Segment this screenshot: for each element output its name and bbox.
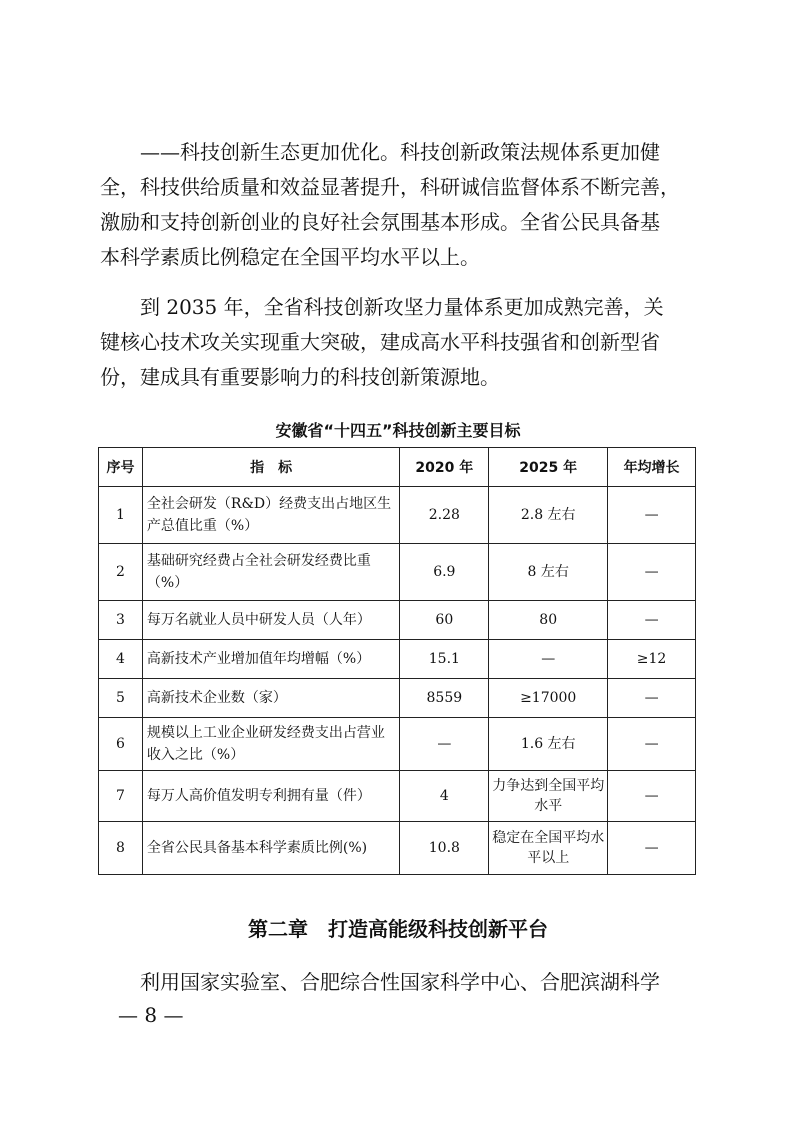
- header-annual-growth: 年均增长: [608, 448, 696, 487]
- cell-no: 2: [99, 544, 143, 601]
- text-line: 到 2035 年，全省科技创新攻坚力量体系更加成熟完善，关: [100, 295, 664, 319]
- cell-indicator: 全社会研发（R&D）经费支出占地区生产总值比重（%）: [142, 487, 399, 544]
- text-line: 份，建成具有重要影响力的科技创新策源地。: [100, 365, 500, 389]
- cell-indicator: 基础研究经费占全社会研发经费比重（%）: [142, 544, 399, 601]
- text-line: 全，科技供给质量和效益显著提升，科研诚信监督体系不断完善，: [100, 175, 680, 199]
- text-line: 激励和支持创新创业的良好社会氛围基本形成。全省公民具备基: [100, 210, 660, 234]
- cell-no: 8: [99, 822, 143, 875]
- cell-2025: 2.8 左右: [489, 487, 608, 544]
- cell-2025: 1.6 左右: [489, 718, 608, 771]
- cell-no: 5: [99, 679, 143, 718]
- table-row: [99, 771, 696, 822]
- cell-2025: 稳定在全国平均水平以上: [489, 822, 608, 875]
- cell-no: 4: [99, 640, 143, 679]
- chapter-title: 第二章 打造高能级科技创新平台: [248, 917, 548, 941]
- paragraph-2035-goal: [100, 290, 696, 395]
- header-indicator: 指 标: [142, 448, 399, 487]
- cell-2025: 力争达到全国平均水平: [489, 771, 608, 822]
- text-line: ——科技创新生态更加优化。科技创新政策法规体系更加健: [100, 140, 660, 164]
- cell-2025: —: [489, 640, 608, 679]
- cell-indicator: 每万人高价值发明专利拥有量（件）: [142, 771, 399, 822]
- header-no: 序号: [99, 448, 143, 487]
- cell-2020: 6.9: [400, 544, 489, 601]
- cell-no: 6: [99, 718, 143, 771]
- cell-2020: 10.8: [400, 822, 489, 875]
- table-caption: 安徽省“十四五”科技创新主要目标: [275, 421, 521, 440]
- table-row: [99, 544, 696, 601]
- cell-no: 7: [99, 771, 143, 822]
- table-row: [99, 679, 696, 718]
- cell-annual-growth: —: [608, 487, 696, 544]
- table-row: [99, 487, 696, 544]
- header-2025: 2025 年: [489, 448, 608, 487]
- cell-annual-growth: ≥12: [608, 640, 696, 679]
- cell-2020: —: [400, 718, 489, 771]
- cell-indicator: 高新技术企业数（家）: [142, 679, 399, 718]
- cell-2020: 60: [400, 601, 489, 640]
- cell-2025: 8 左右: [489, 544, 608, 601]
- cell-indicator: 全省公民具备基本科学素质比例(%): [142, 822, 399, 875]
- text-line: 本科学素质比例稳定在全国平均水平以上。: [100, 245, 480, 269]
- table-header-row: [99, 448, 696, 487]
- cell-2020: 2.28: [400, 487, 489, 544]
- cell-indicator: 高新技术产业增加值年均增幅（%）: [142, 640, 399, 679]
- paragraph-platforms: [100, 965, 696, 1000]
- table-row: [99, 718, 696, 771]
- cell-annual-growth: —: [608, 718, 696, 771]
- cell-annual-growth: —: [608, 544, 696, 601]
- table-row: [99, 822, 696, 875]
- cell-2020: 15.1: [400, 640, 489, 679]
- cell-annual-growth: —: [608, 822, 696, 875]
- cell-2020: 4: [400, 771, 489, 822]
- cell-annual-growth: —: [608, 771, 696, 822]
- cell-indicator: 规模以上工业企业研发经费支出占营业收入之比（%）: [142, 718, 399, 771]
- page-number: — 8 —: [118, 1003, 184, 1027]
- paragraph-ecosystem: [100, 135, 696, 275]
- header-2020: 2020 年: [400, 448, 489, 487]
- cell-2025: ≥17000: [489, 679, 608, 718]
- cell-annual-growth: —: [608, 601, 696, 640]
- cell-2020: 8559: [400, 679, 489, 718]
- cell-no: 1: [99, 487, 143, 544]
- table-row: [99, 601, 696, 640]
- table-row: [99, 640, 696, 679]
- cell-no: 3: [99, 601, 143, 640]
- text-line: 键核心技术攻关实现重大突破，建成高水平科技强省和创新型省: [100, 330, 660, 354]
- goals-table: [98, 447, 696, 875]
- text-line: 利用国家实验室、合肥综合性国家科学中心、合肥滨湖科学: [100, 970, 660, 994]
- cell-2025: 80: [489, 601, 608, 640]
- cell-indicator: 每万名就业人员中研发人员（人年）: [142, 601, 399, 640]
- cell-annual-growth: —: [608, 679, 696, 718]
